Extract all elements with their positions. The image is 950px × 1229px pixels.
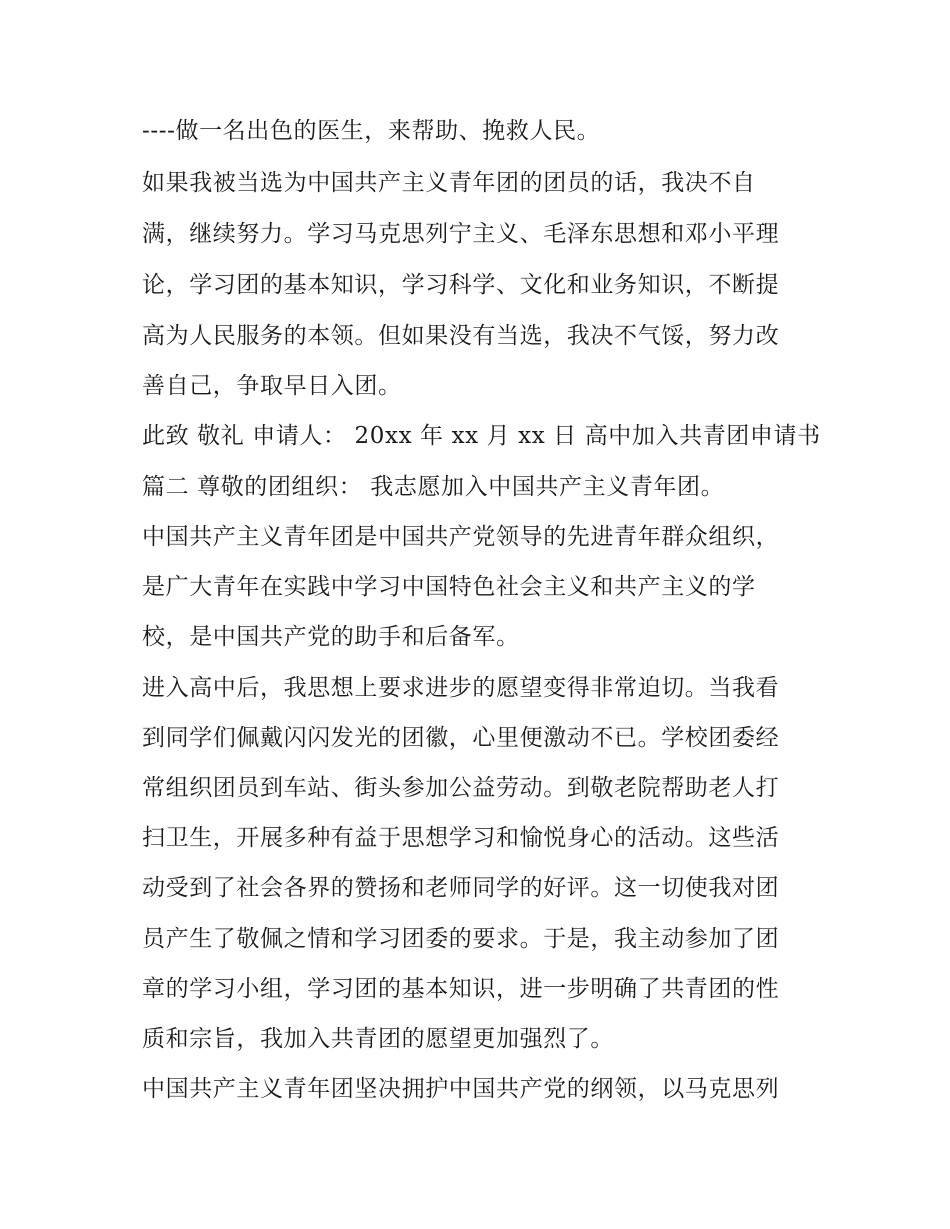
- text-line-3: 满，继续努力。学习马克思列宁主义、毛泽东思想和邓小平理: [142, 221, 780, 247]
- text-line-5: 高为人民服务的本领。但如果没有当选，我决不气馁，努力改: [142, 323, 780, 349]
- text-line-7: 此致 敬礼 申请人： 20xx 年 xx 月 xx 日 高中加入共青团申请书: [142, 423, 821, 449]
- text-line-14: 常组织团员到车站、街头参加公益劳动。到敬老院帮助老人打: [142, 775, 780, 801]
- text-line-12: 进入高中后，我思想上要求进步的愿望变得非常迫切。当我看: [142, 675, 780, 701]
- text-line-15: 扫卫生，开展多种有益于思想学习和愉悦身心的活动。这些活: [142, 825, 780, 851]
- text-line-11: 校，是中国共产党的助手和后备军。: [142, 624, 520, 650]
- text-line-1: ----做一名出色的医生，来帮助、挽救人民。: [142, 118, 601, 144]
- text-line-18: 章的学习小组，学习团的基本知识，进一步明确了共青团的性: [142, 976, 780, 1002]
- text-line-17: 员产生了敬佩之情和学习团委的要求。于是，我主动参加了团: [142, 926, 780, 952]
- text-line-6: 善自己，争取早日入团。: [142, 373, 402, 399]
- text-line-4: 论，学习团的基本知识，学习科学、文化和业务知识，不断提: [142, 272, 780, 298]
- text-line-13: 到同学们佩戴闪闪发光的团徽，心里便激动不已。学校团委经: [142, 725, 780, 751]
- text-line-8: 篇二 尊敬的团组织： 我志愿加入中国共产主义青年团。: [142, 474, 725, 500]
- text-line-9: 中国共产主义青年团是中国共产党领导的先进青年群众组织，: [142, 524, 780, 550]
- text-line-2: 如果我被当选为中国共产主义青年团的团员的话，我决不自: [142, 170, 756, 196]
- text-line-16: 动受到了社会各界的赞扬和老师同学的好评。这一切使我对团: [142, 875, 780, 901]
- text-line-19: 质和宗旨，我加入共青团的愿望更加强烈了。: [142, 1026, 614, 1052]
- text-line-10: 是广大青年在实践中学习中国特色社会主义和共产主义的学: [142, 574, 756, 600]
- text-line-20: 中国共产主义青年团坚决拥护中国共产党的纲领，以马克思列: [142, 1076, 780, 1102]
